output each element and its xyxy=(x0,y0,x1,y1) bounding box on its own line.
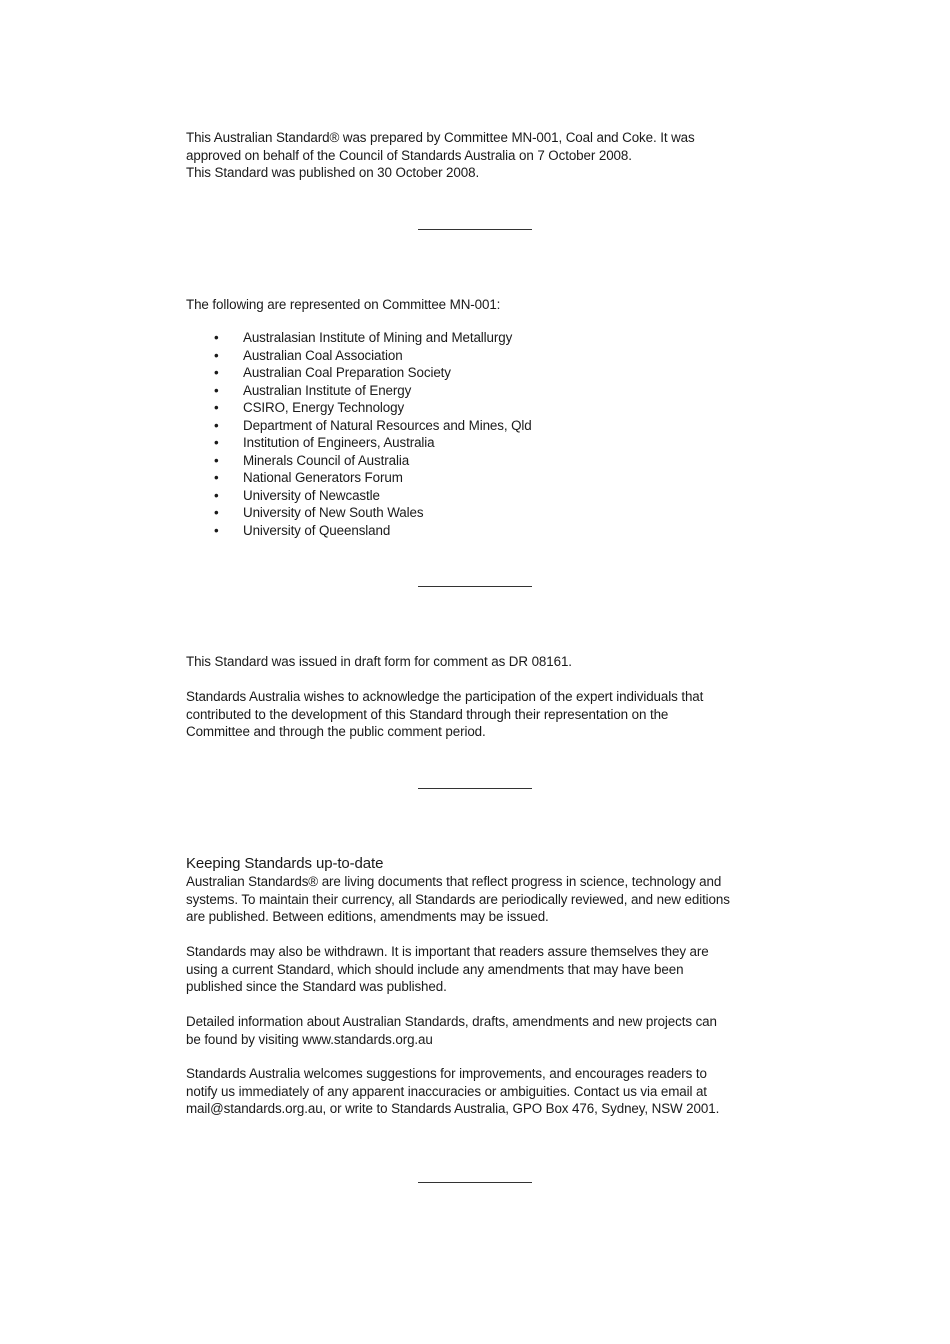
committee-intro: The following are represented on Committee MN-001: xyxy=(186,297,501,312)
preparation-line-1: This Australian Standard® was prepared by Committee MN-001, Coal and Coke. It was xyxy=(186,130,695,145)
committee-member-item xyxy=(186,347,786,365)
uptodate-p1-line-1: Australian Standards® are living documents that reflect progress in science, technology and xyxy=(186,874,722,889)
bullet-icon: • xyxy=(214,382,219,398)
information-line-1: Detailed information about Australian Standards, drafts, amendments and new projects can xyxy=(186,1014,717,1029)
contact-line-1: Standards Australia welcomes suggestions for improvements, and encourages readers to xyxy=(186,1066,707,1081)
committee-member-list-block xyxy=(186,329,786,539)
bullet-icon: • xyxy=(214,400,219,415)
committee-member-item xyxy=(186,399,786,417)
committee-member-item xyxy=(186,434,786,452)
withdrawal-line-3: published since the Standard was published. xyxy=(186,979,447,994)
contact-line-3: mail@standards.org.au, or write to Standards Australia, GPO Box 476, Sydney, NSW 2001. xyxy=(186,1101,720,1116)
committee-member-name: Department of Natural Resources and Mines, Qld xyxy=(243,417,532,433)
committee-member-item xyxy=(186,364,786,382)
uptodate-p1-line-3: are published. Between editions, amendments may be issued. xyxy=(186,909,549,924)
withdrawal-line-2: using a current Standard, which should include any amendments that may have been xyxy=(186,961,684,977)
committee-member-item xyxy=(186,469,786,487)
draft-notice xyxy=(186,653,786,671)
committee-member-name: Australasian Institute of Mining and Metallurgy xyxy=(243,330,513,345)
bullet-icon: • xyxy=(214,487,219,503)
section-divider xyxy=(418,1182,532,1183)
information-paragraph xyxy=(186,1013,786,1048)
committee-member-item xyxy=(186,487,786,505)
committee-member-name: University of Newcastle xyxy=(243,487,380,503)
committee-member-name: CSIRO, Energy Technology xyxy=(243,400,405,415)
uptodate-section xyxy=(186,854,786,926)
uptodate-heading: Keeping Standards up-to-date xyxy=(186,855,384,872)
preparation-line-2: approved on behalf of the Council of Standards Australia on 7 October 2008. xyxy=(186,147,632,163)
acknowledgement-line-1: Standards Australia wishes to acknowledge the participation of the expert individuals that xyxy=(186,689,704,704)
information-line-2: be found by visiting www.standards.org.au xyxy=(186,1031,433,1047)
committee-member-item xyxy=(186,382,786,400)
preparation-notice xyxy=(186,129,786,182)
bullet-icon: • xyxy=(214,452,219,468)
bullet-icon: • xyxy=(214,347,219,363)
committee-member-item xyxy=(186,417,786,435)
committee-member-item xyxy=(186,329,786,347)
contact-paragraph xyxy=(186,1065,786,1118)
section-divider xyxy=(418,229,532,230)
section-divider xyxy=(418,586,532,587)
committee-member-name: Minerals Council of Australia xyxy=(243,452,410,468)
bullet-icon: • xyxy=(214,522,219,538)
committee-member-name: University of Queensland xyxy=(243,522,391,538)
committee-member-name: Institution of Engineers, Australia xyxy=(243,435,435,450)
bullet-icon: • xyxy=(214,330,219,345)
acknowledgement-line-3: Committee and through the public comment period. xyxy=(186,724,486,739)
acknowledgement xyxy=(186,688,786,741)
draft-issued-text: This Standard was issued in draft form for comment as DR 08161. xyxy=(186,654,572,669)
committee-section xyxy=(186,296,786,314)
committee-member-name: National Generators Forum xyxy=(243,470,403,485)
section-divider xyxy=(418,788,532,789)
committee-member-item xyxy=(186,522,786,540)
committee-member-list xyxy=(186,329,786,539)
bullet-icon: • xyxy=(214,417,219,433)
bullet-icon: • xyxy=(214,470,219,485)
acknowledgement-line-2: contributed to the development of this Standard through their representation on the xyxy=(186,706,669,722)
committee-member-name: Australian Coal Association xyxy=(243,347,403,363)
withdrawal-line-1: Standards may also be withdrawn. It is important that readers assure themselves they are xyxy=(186,944,709,959)
uptodate-p1-line-2: systems. To maintain their currency, all Standards are periodically reviewed, and new editions xyxy=(186,891,730,907)
bullet-icon: • xyxy=(214,505,219,520)
committee-member-name: University of New South Wales xyxy=(243,505,424,520)
committee-member-item xyxy=(186,452,786,470)
contact-line-2: notify us immediately of any apparent inaccuracies or ambiguities. Contact us via email at xyxy=(186,1083,707,1099)
bullet-icon: • xyxy=(214,365,219,380)
committee-member-name: Australian Institute of Energy xyxy=(243,382,412,398)
withdrawal-paragraph xyxy=(186,943,786,996)
committee-member-item xyxy=(186,504,786,522)
publication-date-line: This Standard was published on 30 October 2008. xyxy=(186,165,480,180)
committee-member-name: Australian Coal Preparation Society xyxy=(243,365,451,380)
bullet-icon: • xyxy=(214,435,219,450)
